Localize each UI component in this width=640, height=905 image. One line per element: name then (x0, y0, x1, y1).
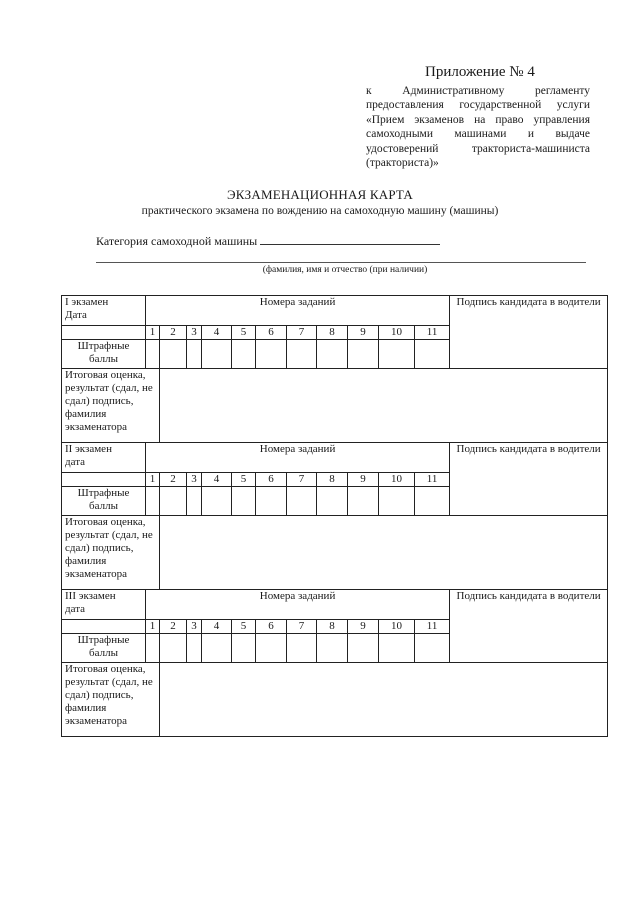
task-number: 11 (415, 326, 450, 340)
result-label: Итоговая оценка, результат (сдал, не сдал) подпись, фамилия экзаменатора (62, 663, 160, 737)
task-numbers-spacer (62, 620, 146, 634)
task-number: 11 (415, 620, 450, 634)
task-numbers-spacer (62, 473, 146, 487)
task-number: 1 (146, 473, 160, 487)
task-number: 8 (317, 326, 348, 340)
penalty-cell[interactable] (287, 634, 317, 663)
penalty-cell[interactable] (317, 340, 348, 369)
exam-name-cell (62, 443, 146, 473)
penalty-label: Штрафные баллы (62, 487, 146, 516)
task-number: 10 (379, 473, 415, 487)
exam-date-label: дата (65, 456, 86, 468)
penalty-label: Штрафные баллы (62, 340, 146, 369)
result-cell[interactable] (160, 516, 608, 590)
exam-header-row (62, 590, 608, 620)
penalty-cell[interactable] (202, 340, 232, 369)
penalty-cell[interactable] (287, 340, 317, 369)
penalty-cell[interactable] (202, 487, 232, 516)
penalty-cell[interactable] (415, 487, 450, 516)
penalty-label: Штрафные баллы (62, 634, 146, 663)
penalty-cell[interactable] (415, 340, 450, 369)
penalty-cell[interactable] (146, 340, 160, 369)
task-number: 1 (146, 620, 160, 634)
task-number: 9 (348, 473, 379, 487)
exam-header-row (62, 443, 608, 473)
task-number: 3 (187, 473, 202, 487)
task-number: 10 (379, 620, 415, 634)
exam-name: II экзамен (65, 443, 112, 455)
penalty-cell[interactable] (232, 340, 256, 369)
exam-name-cell (62, 590, 146, 620)
result-row (62, 516, 608, 590)
fio-line (96, 262, 586, 263)
penalty-cell[interactable] (160, 634, 187, 663)
signature-label: Подпись кандидата в водители (456, 443, 601, 455)
penalty-cell[interactable] (379, 340, 415, 369)
task-number: 5 (232, 326, 256, 340)
penalty-cell[interactable] (415, 634, 450, 663)
task-number: 7 (287, 326, 317, 340)
annex-title: Приложение № 4 (425, 64, 535, 80)
penalty-cell[interactable] (348, 634, 379, 663)
signature-label: Подпись кандидата в водители (456, 296, 601, 308)
category-row (96, 234, 440, 249)
penalty-cell[interactable] (146, 487, 160, 516)
exam-name: I экзамен (65, 296, 109, 308)
result-cell[interactable] (160, 369, 608, 443)
exam-date-label: дата (65, 603, 86, 615)
penalty-cell[interactable] (187, 634, 202, 663)
task-number: 6 (256, 326, 287, 340)
task-number: 4 (202, 473, 232, 487)
task-number: 2 (160, 326, 187, 340)
penalty-cell[interactable] (287, 487, 317, 516)
result-label: Итоговая оценка, результат (сдал, не сдал) подпись, фамилия экзаменатора (62, 369, 160, 443)
penalty-cell[interactable] (160, 340, 187, 369)
penalty-cell[interactable] (317, 487, 348, 516)
penalty-cell[interactable] (146, 634, 160, 663)
result-label: Итоговая оценка, результат (сдал, не сдал) подпись, фамилия экзаменатора (62, 516, 160, 590)
penalty-cell[interactable] (232, 487, 256, 516)
penalty-cell[interactable] (348, 487, 379, 516)
task-number: 8 (317, 620, 348, 634)
result-row (62, 369, 608, 443)
penalty-cell[interactable] (232, 634, 256, 663)
result-cell[interactable] (160, 663, 608, 737)
fio-caption: (фамилия, имя и отчество (при наличии) (262, 265, 428, 275)
task-number: 8 (317, 473, 348, 487)
annex-text: к Административному регламенту предоставления государственной услуги «Прием экзаменов на право управления самоходными машинами и выдаче удостоверений тракториста-машиниста (тракториста)» (366, 85, 590, 170)
task-number: 2 (160, 473, 187, 487)
exam-date-label: Дата (65, 309, 87, 321)
penalty-cell[interactable] (348, 340, 379, 369)
task-number: 9 (348, 620, 379, 634)
document-title: ЭКЗАМЕНАЦИОННАЯ КАРТА (226, 187, 413, 202)
signature-cell (450, 443, 608, 516)
task-number: 5 (232, 473, 256, 487)
document-subtitle: практического экзамена по вождению на самоходную машину (машины) (141, 205, 499, 217)
task-number: 6 (256, 620, 287, 634)
result-row (62, 663, 608, 737)
penalty-cell[interactable] (187, 340, 202, 369)
penalty-cell[interactable] (256, 634, 287, 663)
task-number: 1 (146, 326, 160, 340)
penalty-cell[interactable] (202, 634, 232, 663)
signature-label: Подпись кандидата в водители (456, 590, 601, 602)
penalty-cell[interactable] (379, 487, 415, 516)
task-number: 3 (187, 620, 202, 634)
task-numbers-spacer (62, 326, 146, 340)
exam-name: III экзамен (65, 590, 116, 602)
penalty-cell[interactable] (379, 634, 415, 663)
exam-table-body (62, 296, 608, 737)
task-number: 7 (287, 620, 317, 634)
task-number: 6 (256, 473, 287, 487)
penalty-cell[interactable] (256, 487, 287, 516)
exam-name-cell (62, 296, 146, 326)
task-numbers-label: Номера заданий (146, 296, 450, 326)
task-number: 11 (415, 473, 450, 487)
exam-table (61, 295, 608, 737)
task-numbers-label: Номера заданий (146, 590, 450, 620)
category-line (260, 234, 440, 245)
penalty-cell[interactable] (317, 634, 348, 663)
signature-cell (450, 590, 608, 663)
task-number: 4 (202, 326, 232, 340)
task-number: 2 (160, 620, 187, 634)
penalty-cell[interactable] (187, 487, 202, 516)
category-label: Категория самоходной машины (96, 234, 258, 248)
task-number: 9 (348, 326, 379, 340)
task-number: 4 (202, 620, 232, 634)
signature-cell (450, 296, 608, 369)
penalty-cell[interactable] (160, 487, 187, 516)
task-number: 5 (232, 620, 256, 634)
exam-header-row (62, 296, 608, 326)
task-number: 10 (379, 326, 415, 340)
task-number: 7 (287, 473, 317, 487)
task-numbers-label: Номера заданий (146, 443, 450, 473)
task-number: 3 (187, 326, 202, 340)
penalty-cell[interactable] (256, 340, 287, 369)
